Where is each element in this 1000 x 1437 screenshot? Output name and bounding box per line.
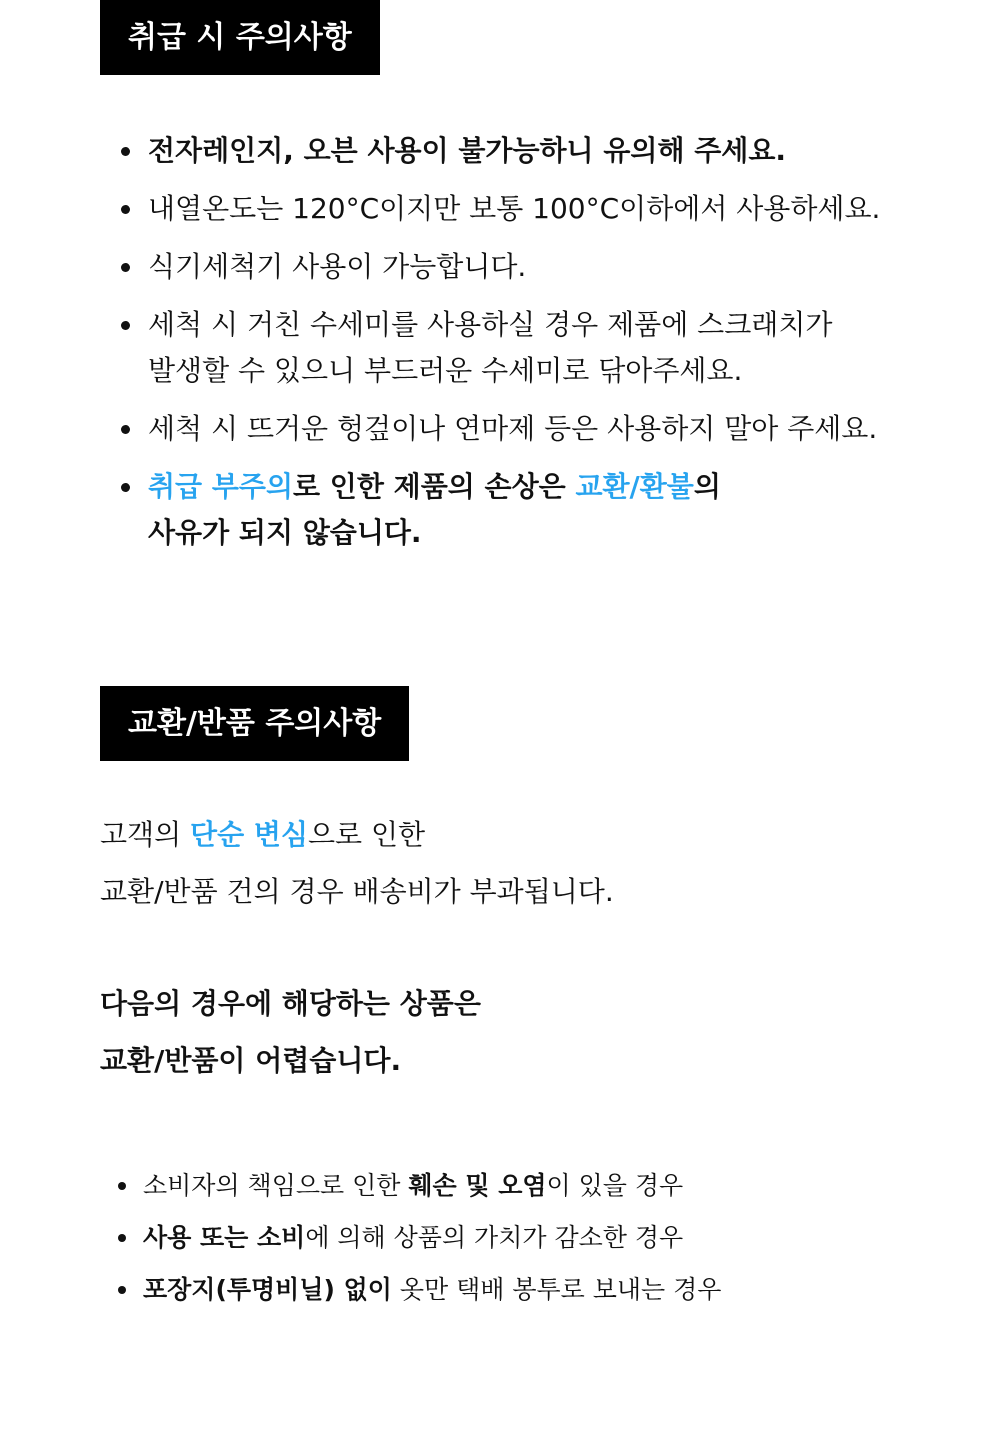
difficult-line2: 교환/반품이 어렵습니다. (100, 1044, 402, 1077)
handling-item-text: 식기세척기 사용이 가능합니다. (148, 250, 527, 283)
exchange-item-bold: 사용 또는 소비 (143, 1223, 306, 1252)
exchange-item-post: 에 의해 상품의 가치가 감소한 경우 (305, 1223, 684, 1252)
handling-item-heat-resistance (148, 186, 960, 232)
change-prefix: 고객의 (100, 818, 191, 851)
exchange-item-post: 이 있을 경우 (546, 1171, 684, 1200)
handling-item-refund-notice (148, 464, 960, 556)
handling-item-text: 내열온도는 120°C이지만 보통 100°C이하에서 사용하세요. (148, 192, 881, 225)
change-suffix: 으로 인한 (308, 818, 426, 851)
exchange-item-damage (143, 1160, 960, 1212)
handling-item-line2: 발생할 수 있으니 부드러운 수세미로 닦아주세요. (148, 354, 743, 387)
handling-item-scrubber (148, 302, 960, 394)
handling-item-dishwasher (148, 244, 960, 290)
exchange-item-used (143, 1212, 960, 1264)
handling-item-end: 의 (693, 470, 721, 503)
change-line2: 교환/반품 건의 경우 배송비가 부과됩니다. (100, 875, 614, 908)
handling-item-text: 전자레인지, 오븐 사용이 불가능하니 유의해 주세요. (148, 134, 787, 167)
handling-item-line1: 세척 시 거친 수세미를 사용하실 경우 제품에 스크래치가 (148, 308, 833, 341)
exchange-conditions-list (143, 1160, 960, 1316)
exchange-item-post: 옷만 택배 봉투로 보내는 경우 (391, 1275, 722, 1304)
exchange-section-title: 교환/반품 주의사항 (100, 686, 409, 761)
handling-item-line2: 사유가 되지 않습니다. (148, 516, 422, 549)
exchange-item-packaging (143, 1264, 960, 1316)
handling-accent-careless: 취급 부주의 (148, 470, 293, 503)
exchange-item-bold: 훼손 및 오염 (408, 1171, 547, 1200)
difficult-line1: 다음의 경우에 해당하는 상품은 (100, 987, 481, 1020)
exchange-difficult-paragraph (100, 975, 481, 1089)
handling-item-mid: 로 인한 제품의 손상은 (293, 470, 576, 503)
handling-item-microwave (148, 128, 960, 174)
handling-list (148, 128, 960, 568)
handling-item-text: 세척 시 뜨거운 헝겊이나 연마제 등은 사용하지 말아 주세요. (148, 412, 878, 445)
handling-item-abrasives (148, 406, 960, 452)
exchange-item-pre: 소비자의 책임으로 인한 (143, 1171, 409, 1200)
handling-accent-exchange-refund: 교환/환불 (575, 470, 694, 503)
handling-section-title: 취급 시 주의사항 (100, 0, 380, 75)
exchange-item-bold: 포장지(투명비닐) 없이 (143, 1275, 392, 1304)
change-of-mind-paragraph (100, 806, 614, 920)
change-accent-simple-change: 단순 변심 (190, 818, 308, 851)
